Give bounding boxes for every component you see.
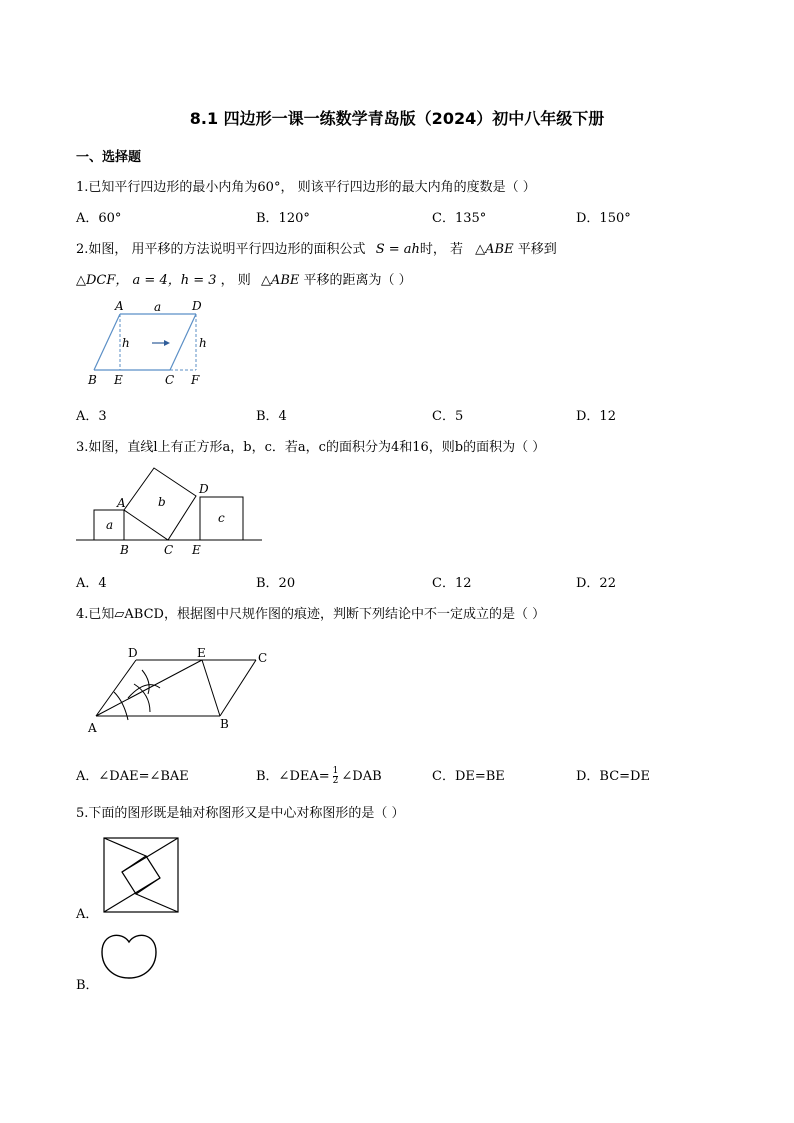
question-4-option-a: A．∠DAE=∠BAE <box>76 769 189 784</box>
question-3-figure <box>74 462 266 558</box>
section-heading: 一、选择题 <box>76 150 142 165</box>
fraction-numerator: 1 <box>332 766 339 776</box>
q2-label-c: C <box>165 373 175 387</box>
fraction-denominator: 2 <box>332 776 339 786</box>
question-2-option-d: D．12 <box>576 409 616 424</box>
q2-values: a = 4，h = 3 <box>132 273 217 288</box>
question-3-option-d: D．22 <box>576 576 616 591</box>
q3-label-e: E <box>192 543 201 557</box>
q2-text-4: ， 则 <box>220 273 251 288</box>
q3-label-b-square: b <box>158 495 166 509</box>
question-2-stem-line-2 <box>76 269 412 288</box>
question-4-option-d: D．BC=DE <box>576 769 650 784</box>
question-5-option-a-figure <box>100 834 184 914</box>
q3-label-d: D <box>199 482 209 496</box>
question-1-option-a: A．60° <box>76 211 122 226</box>
q2-text-5: 平移的距离为（ ） <box>303 273 412 288</box>
question-5-stem: 5.下面的图形既是轴对称图形又是中心对称图形的是（ ） <box>76 806 405 821</box>
question-3-stem: 3.如图，直线l上有正方形a，b，c．若a，c的面积分为4和16，则b的面积为（ ） <box>76 440 546 455</box>
q4-label-e: E <box>197 646 206 660</box>
q3-label-b: B <box>120 543 129 557</box>
question-5-option-a-label: A． <box>76 907 99 922</box>
q2-label-h-right: h <box>199 336 207 350</box>
question-1-stem: 1.已知平行四边形的最小内角为60°， 则该平行四边形的最大内角的度数是（ ） <box>76 180 536 195</box>
q4-option-b-prefix: B．∠DEA= <box>256 769 330 784</box>
question-3-option-a: A．4 <box>76 576 107 591</box>
q4-label-c: C <box>258 651 268 665</box>
q2-triangle-abe: △ABE <box>475 242 514 257</box>
question-2-option-b: B．4 <box>256 409 287 424</box>
q2-label-h-left: h <box>122 336 130 350</box>
question-4-option-c: C．DE=BE <box>432 769 505 784</box>
q2-label-b: B <box>88 373 97 387</box>
q3-label-c-square: c <box>218 511 225 525</box>
question-5-option-b-label: B． <box>76 978 99 993</box>
q2-text-3: 平移到 <box>517 242 557 257</box>
q3-label-c: C <box>164 543 174 557</box>
question-3-option-b: B．20 <box>256 576 296 591</box>
question-1-option-d: D．150° <box>576 211 631 226</box>
q2-text-1: 2.如图， 用平移的方法说明平行四边形的面积公式 <box>76 242 366 257</box>
q4-label-d: D <box>128 646 138 660</box>
q4-label-b: B <box>220 717 229 731</box>
question-2-stem-line-1 <box>76 238 557 257</box>
q2-triangle-abe-2: △ABE <box>260 273 300 288</box>
question-4-figure <box>84 642 280 738</box>
question-1-option-b: B．120° <box>256 211 310 226</box>
fraction-one-half <box>333 767 339 786</box>
q3-label-a-vertex: A <box>117 496 126 510</box>
q4-option-b-suffix: ∠DAB <box>341 769 382 784</box>
q2-label-a-vertex: A <box>115 299 124 313</box>
question-4-option-b <box>256 765 382 786</box>
q2-triangle-dcf: △DCF， <box>76 273 129 288</box>
q2-label-a-side: a <box>154 300 162 314</box>
q2-label-e: E <box>114 373 123 387</box>
question-2-figure <box>80 296 220 390</box>
q3-label-a-square: a <box>106 518 114 532</box>
q2-label-d: D <box>192 299 202 313</box>
q2-formula: S = ah <box>375 242 420 257</box>
question-1-option-c: C．135° <box>432 211 487 226</box>
question-2-option-a: A．3 <box>76 409 107 424</box>
q4-label-a: A <box>88 721 97 735</box>
question-3-option-c: C．12 <box>432 576 472 591</box>
question-5-option-b-figure <box>98 928 162 984</box>
question-4-stem: 4.已知▱ABCD，根据图中尺规作图的痕迹，判断下列结论中不一定成立的是（ ） <box>76 607 546 622</box>
question-2-option-c: C．5 <box>432 409 464 424</box>
q2-text-2: 时， 若 <box>419 242 464 257</box>
page-title: 8.1 四边形一课一练数学青岛版（2024）初中八年级下册 <box>189 109 605 128</box>
q2-label-f: F <box>191 373 200 387</box>
